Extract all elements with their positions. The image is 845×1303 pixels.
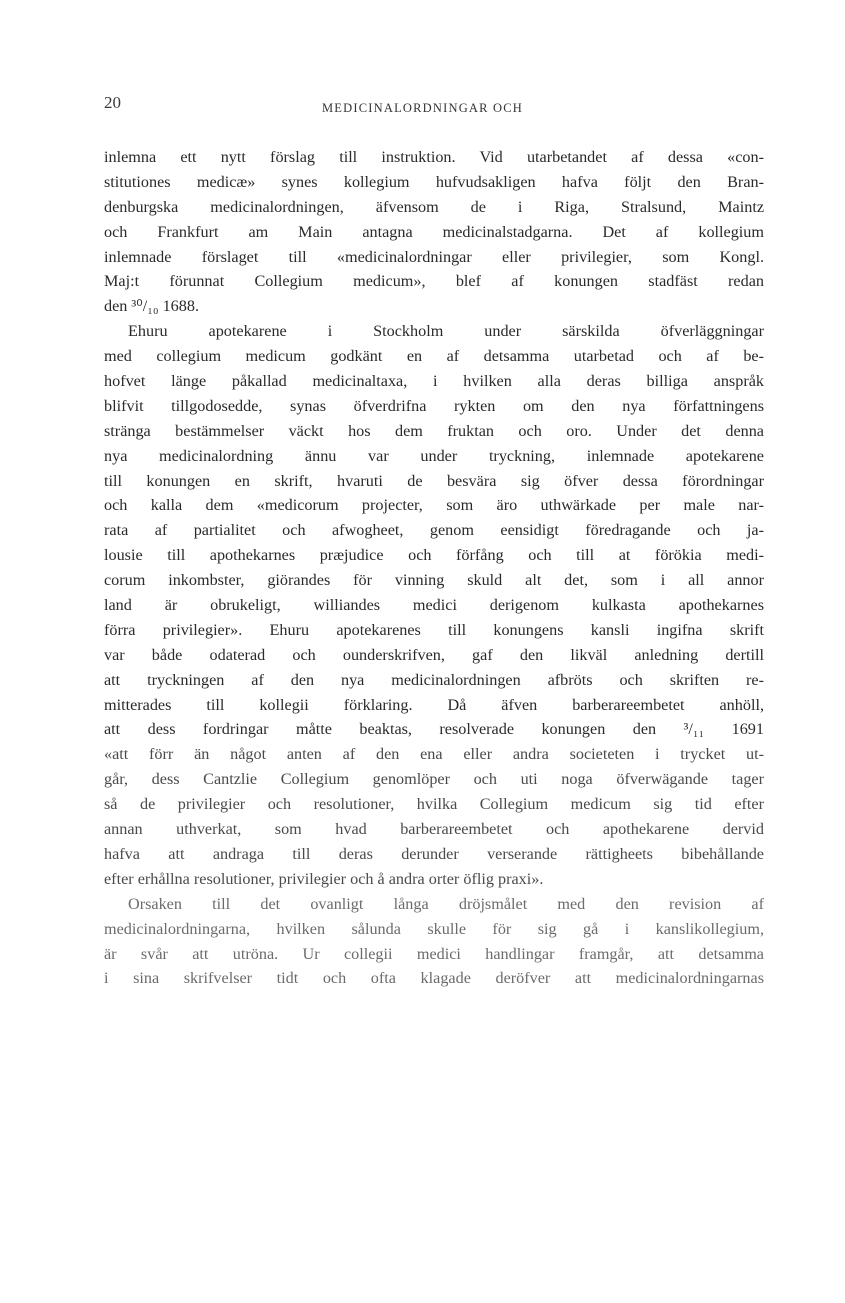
text-line: efter erhållna resolutioner, privilegier och å andra orter öflig praxi».: [104, 869, 544, 888]
text-line: stränga bestämmelser väckt hos dem fruktan och oro. Under det denna: [104, 421, 764, 440]
text-line: Orsaken till det ovanligt långa dröjsmålet med den revision af: [128, 894, 764, 913]
text-line: hofvet länge påkallad medicinaltaxa, i hvilken alla deras billiga anspråk: [104, 372, 764, 391]
text-line: och Frankfurt am Main antagna medicinalstadgarna. Det af kollegium: [104, 222, 764, 241]
text-line: Maj:t förunnat Collegium medicum», blef af konungen stadfäst redan: [104, 272, 764, 291]
body-text: [104, 145, 764, 991]
text-line: var både odaterad och ounderskrifven, gaf den likväl anledning dertill: [104, 645, 764, 664]
text-line: denburgska medicinalordningen, äfvensom de i Riga, Stralsund, Maintz: [104, 197, 764, 216]
running-head: MEDICINALORDNINGAR OCH: [321, 101, 524, 115]
text-line: inlemna ett nytt förslag till instruktion. Vid utarbetandet af dessa «con-: [104, 148, 764, 166]
text-line: medicinalordningarna, hvilken sålunda skulle för sig gå i kanslikollegium,: [104, 919, 764, 938]
text-line: blifvit tillgodosedde, synas öfverdrifna rykten om den nya författningens: [104, 396, 764, 415]
text-line: den ³⁰/₁₀ 1688.: [104, 297, 200, 316]
text-line: nya medicinalordning ännu var under tryckning, inlemnade apotekarene: [104, 446, 764, 465]
text-line: att tryckningen af den nya medicinalordningen afbröts och skriften re-: [104, 670, 764, 689]
text-line: land är obrukeligt, williandes medici derigenom kulkasta apothekarnes: [104, 596, 764, 615]
text-line: inlemnade förslaget till «medicinalordningar eller privilegier, som Kongl.: [104, 247, 764, 266]
text-line: är svår att utröna. Ur collegii medici handlingar framgår, att detsamma: [104, 944, 764, 963]
text-line: corum inkombster, giörandes för vinning skuld alt det, som i all annor: [104, 571, 764, 590]
text-line: Ehuru apotekarene i Stockholm under särskilda öfverläggningar: [128, 322, 764, 341]
text-line: lousie till apothekarnes præjudice och förfång och till at förökia medi-: [104, 546, 764, 565]
text-line: i sina skrifvelser tidt och ofta klagade deröfver att medicinalordningarnas: [104, 969, 764, 988]
text-line: med collegium medicum godkänt en af detsamma utarbetad och af be-: [104, 347, 764, 366]
text-line: mitterades till kollegii förklaring. Då äfven barberareembetet anhöll,: [104, 695, 764, 714]
text-line: förra privilegier». Ehuru apotekarenes till konungens kansli ingifna skrift: [104, 620, 764, 639]
text-line: så de privilegier och resolutioner, hvilka Collegium medicum sig tid efter: [104, 795, 764, 814]
page-number: 20: [104, 93, 121, 112]
text-line: annan uthverkat, som hvad barberareembetet och apothekarene dervid: [104, 820, 764, 839]
text-line: och kalla dem «medicorum projecter, som äro uthwärkade per male nar-: [104, 496, 764, 515]
text-line: rata af partialitet och afwogheet, genom eensidigt föredragande och ja-: [104, 521, 764, 540]
text-line: stitutiones medicæ» synes kollegium hufvudsakligen hafva följt den Bran-: [104, 172, 764, 191]
text-line: hafva att andraga till deras derunder verserande rättigheets bibehållande: [104, 844, 764, 863]
text-line: till konungen en skrift, hvaruti de besvära sig öfver dessa förordningar: [104, 471, 764, 490]
text-line: går, dess Cantzlie Collegium genomlöper och uti noga öfverwägande tager: [104, 770, 764, 789]
text-line: att dess fordringar måtte beaktas, resolverade konungen den ³/₁₁ 1691: [104, 720, 764, 739]
text-line: «att förr än något anten af den ena eller andra societeten i trycket ut-: [104, 745, 764, 764]
